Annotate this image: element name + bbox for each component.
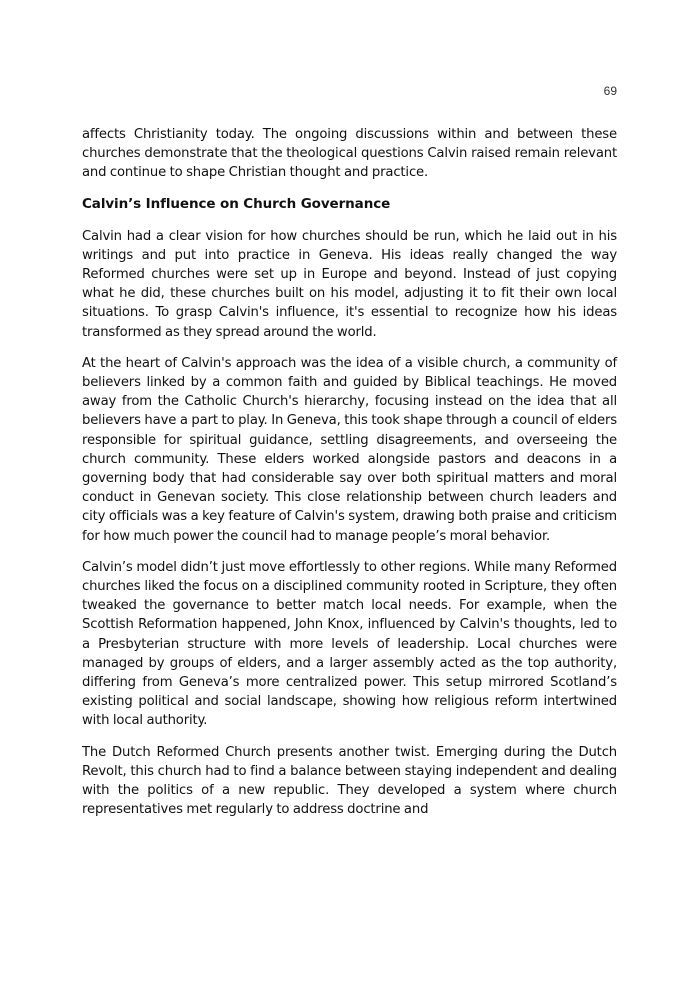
paragraph-continuation: affects Christianity today. The ongoing discussions within and between these churches demonstrate that the theological questions Calvin raised remain relevant and continue to shape Christian thought and practice.: [82, 127, 617, 181]
paragraph-dutch-reformed: The Dutch Reformed Church presents another twist. Emerging during the Dutch Revolt, this church had to find a balance between staying independent and dealing with the politics of a new republic. They developed a system where church representatives met regularly to address doctrine and: [82, 744, 617, 818]
page-number: 69: [603, 84, 617, 98]
section-heading: Calvin’s Influence on Church Governance: [82, 195, 391, 212]
paragraph-calvin-vision: Calvin had a clear vision for how churches should be run, which he laid out in his writings and put into practice in Geneva. His ideas really changed the way Reformed churches were set up in Europe and beyond. Instead of just copying what he did, these churches built on his model, adjusting it to fit their own local situations. To grasp Calvin's influence, it's essential to recognize how his ideas transformed as they spread around the world.: [82, 228, 617, 340]
paragraph-visible-church: At the heart of Calvin's approach was the idea of a visible church, a community of believers linked by a common faith and guided by Biblical teachings. He moved away from the Catholic Church's hierarchy, focusing instead on the idea that all believers have a part to play. In Geneva, this took shape through a council of elders responsible for spiritual guidance, settling disagreements, and overseeing the church community. These elders worked alongside pastors and deacons in a governing body that had considerable say over both spiritual matters and moral conduct in Genevan society. This close relationship between church leaders and city officials was a key feature of Calvin's system, drawing both praise and criticism for how much power the council had to manage people’s moral behavior.: [82, 355, 617, 544]
paragraph-regional-adaptation: Calvin’s model didn’t just move effortlessly to other regions. While many Reformed churches liked the focus on a disciplined community rooted in Scripture, they often tweaked the governance to better match local needs. For example, when the Scottish Reformation happened, John Knox, influenced by Calvin's thoughts, led to a Presbyterian structure with more levels of leadership. Local churches were managed by groups of elders, and a larger assembly acted as the top authority, differing from Geneva’s more centralized power. This setup mirrored Scotland’s existing political and social landscape, showing how religious reform intertwined with local authority.: [82, 559, 617, 729]
page-body: [82, 125, 617, 832]
